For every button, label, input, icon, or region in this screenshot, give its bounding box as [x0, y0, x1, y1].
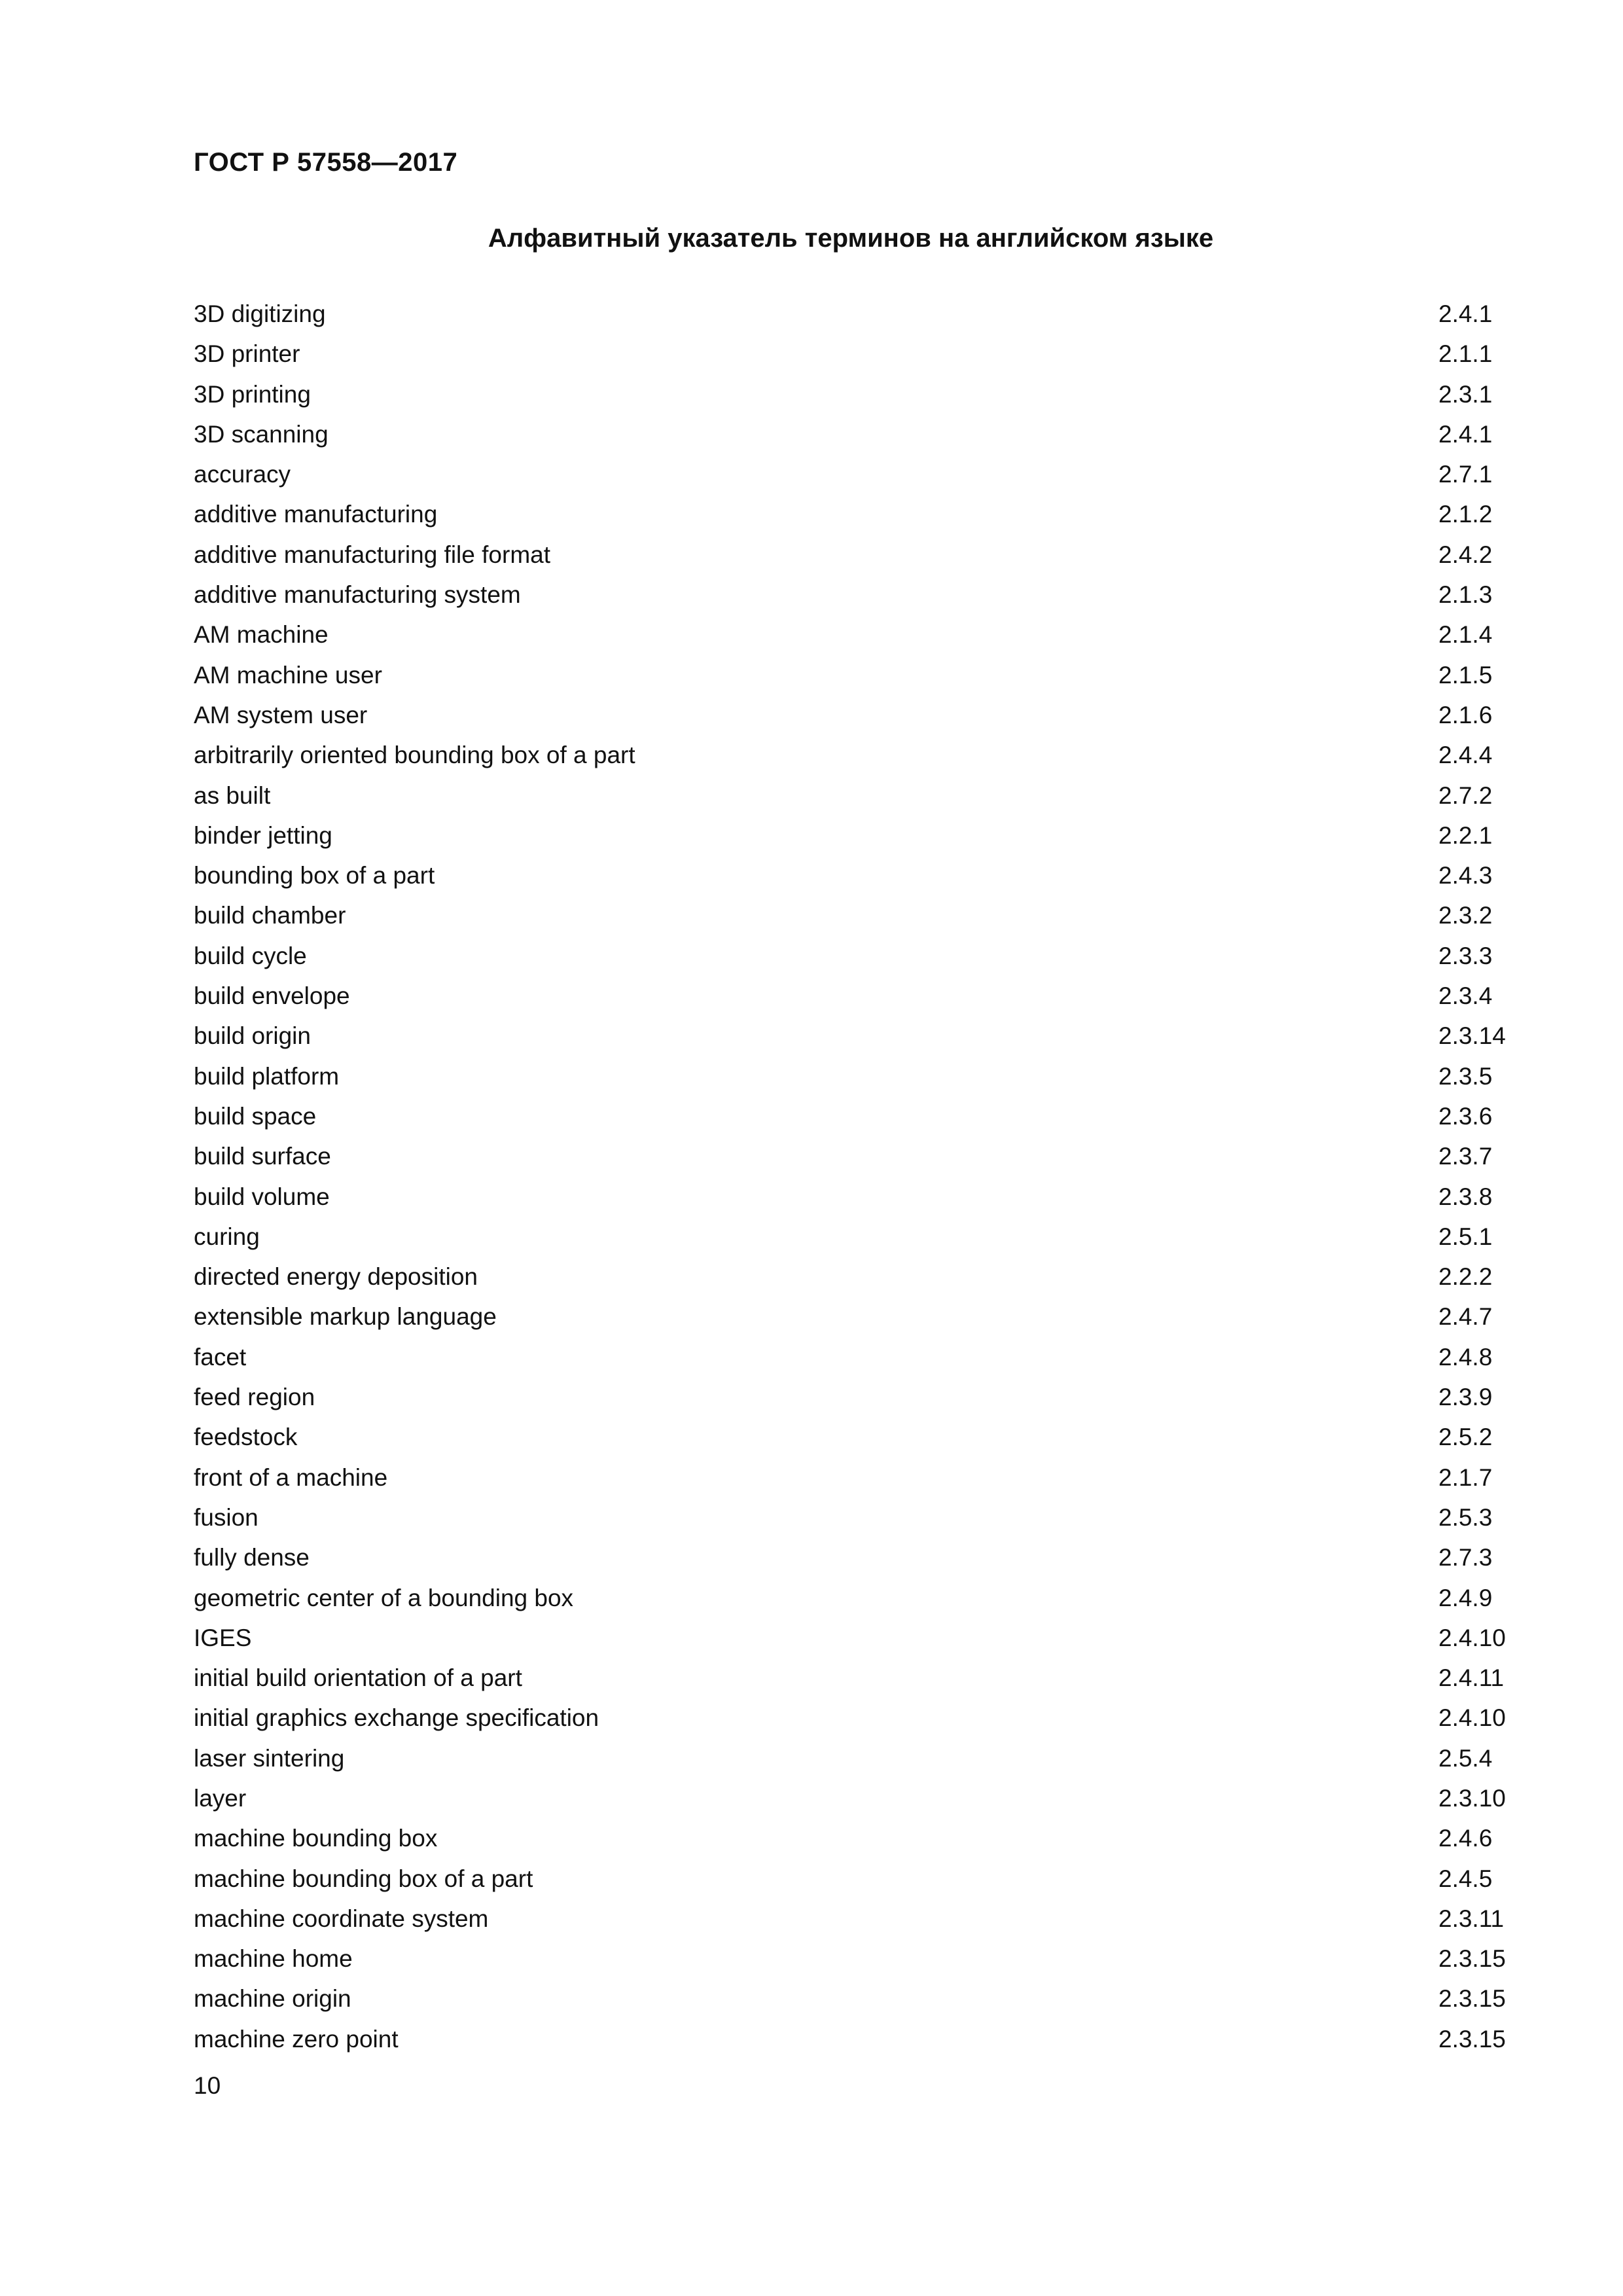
index-reference: 2.3.15: [1438, 2025, 1506, 2053]
index-term: AM system user: [194, 701, 368, 728]
index-entry: [194, 1821, 1520, 1861]
index-reference: 2.1.7: [1438, 1463, 1493, 1491]
index-term: additive manufacturing file format: [194, 541, 550, 568]
index-term: binder jetting: [194, 821, 332, 849]
index-term: initial graphics exchange specification: [194, 1704, 599, 1732]
index-entry: [194, 1862, 1520, 1902]
index-entry: [194, 1942, 1520, 1982]
index-entry: [194, 578, 1520, 618]
index-term: machine bounding box of a part: [194, 1865, 533, 1892]
index-entry: [194, 1541, 1520, 1581]
index-term: additive manufacturing: [194, 501, 438, 528]
index-reference: 2.4.3: [1438, 862, 1493, 889]
index-term: feedstock: [194, 1424, 298, 1451]
index-term: build cycle: [194, 942, 307, 969]
index-reference: 2.4.11: [1438, 1664, 1505, 1692]
index-term: curing: [194, 1223, 260, 1250]
index-term: initial build orientation of a part: [194, 1664, 522, 1692]
index-entry: [194, 1742, 1520, 1782]
index-term: accuracy: [194, 461, 291, 488]
index-reference: 2.4.7: [1438, 1303, 1493, 1331]
index-term: build envelope: [194, 982, 350, 1010]
index-entry: [194, 538, 1520, 578]
index-entry: [194, 1902, 1520, 1942]
index-entry: [194, 899, 1520, 939]
index-reference: 2.3.4: [1438, 982, 1493, 1010]
index-term: build surface: [194, 1143, 331, 1170]
index-entry: [194, 1180, 1520, 1220]
index-reference: 2.3.10: [1438, 1784, 1506, 1812]
index-term: layer: [194, 1784, 247, 1812]
index-term: machine zero point: [194, 2025, 399, 2053]
term-index-list: [194, 297, 1520, 2062]
index-reference: 2.3.5: [1438, 1062, 1493, 1090]
index-term: front of a machine: [194, 1463, 388, 1491]
index-reference: 2.7.1: [1438, 461, 1493, 488]
index-term: as built: [194, 781, 271, 809]
index-entry: [194, 618, 1520, 658]
index-term: machine bounding box: [194, 1825, 438, 1852]
index-term: 3D scanning: [194, 420, 329, 448]
index-reference: 2.4.6: [1438, 1825, 1493, 1852]
index-reference: 2.1.4: [1438, 621, 1493, 649]
index-reference: 2.3.15: [1438, 1945, 1506, 1973]
index-entry: [194, 1019, 1520, 1059]
index-entry: [194, 1782, 1520, 1821]
index-entry: [194, 337, 1520, 377]
index-term: feed region: [194, 1384, 315, 1411]
index-reference: 2.4.5: [1438, 1865, 1493, 1892]
index-entry: [194, 1420, 1520, 1460]
index-entry: [194, 1982, 1520, 2022]
index-reference: 2.4.9: [1438, 1584, 1493, 1611]
index-entry: [194, 1260, 1520, 1300]
index-reference: 2.4.1: [1438, 420, 1493, 448]
index-term: machine home: [194, 1945, 353, 1973]
index-entry: [194, 859, 1520, 899]
index-reference: 2.2.1: [1438, 821, 1493, 849]
index-entry: [194, 819, 1520, 859]
index-reference: 2.4.2: [1438, 541, 1493, 568]
index-reference: 2.3.14: [1438, 1022, 1506, 1050]
index-reference: 2.7.3: [1438, 1544, 1493, 1571]
index-term: directed energy deposition: [194, 1263, 478, 1291]
index-term: machine origin: [194, 1985, 351, 2013]
index-entry: [194, 297, 1520, 337]
index-entry: [194, 1100, 1520, 1139]
index-term: AM machine: [194, 621, 329, 649]
index-reference: 2.5.2: [1438, 1424, 1493, 1451]
index-entry: [194, 979, 1520, 1019]
index-entry: [194, 658, 1520, 698]
index-reference: 2.4.1: [1438, 300, 1493, 327]
index-entry: [194, 1501, 1520, 1541]
index-reference: 2.4.10: [1438, 1704, 1506, 1732]
index-term: build space: [194, 1102, 317, 1130]
index-entry: [194, 1621, 1520, 1661]
index-reference: 2.3.9: [1438, 1384, 1493, 1411]
index-reference: 2.3.2: [1438, 902, 1493, 929]
index-entry: [194, 1139, 1520, 1179]
index-term: 3D printing: [194, 380, 311, 408]
index-term: facet: [194, 1343, 247, 1371]
index-term: additive manufacturing system: [194, 581, 521, 609]
index-reference: 2.3.3: [1438, 942, 1493, 969]
index-entry: [194, 1461, 1520, 1501]
index-term: build chamber: [194, 902, 346, 929]
index-reference: 2.4.10: [1438, 1624, 1506, 1651]
index-reference: 2.3.8: [1438, 1183, 1493, 1210]
index-reference: 2.1.3: [1438, 581, 1493, 609]
index-entry: [194, 698, 1520, 738]
index-entry: [194, 497, 1520, 537]
index-term: bounding box of a part: [194, 862, 435, 889]
index-term: laser sintering: [194, 1744, 345, 1772]
index-term: 3D digitizing: [194, 300, 326, 327]
index-entry: [194, 2022, 1520, 2062]
index-term: 3D printer: [194, 340, 300, 368]
index-reference: 2.1.6: [1438, 701, 1493, 728]
index-term: AM machine user: [194, 661, 382, 689]
index-reference: 2.1.5: [1438, 661, 1493, 689]
index-term: build volume: [194, 1183, 330, 1210]
index-reference: 2.3.11: [1438, 1905, 1505, 1932]
index-reference: 2.1.2: [1438, 501, 1493, 528]
index-reference: 2.3.1: [1438, 380, 1493, 408]
index-entry: [194, 378, 1520, 418]
index-reference: 2.5.3: [1438, 1503, 1493, 1531]
index-reference: 2.3.7: [1438, 1143, 1493, 1170]
page-number: 10: [194, 2072, 221, 2099]
index-entry: [194, 1060, 1520, 1100]
index-reference: 2.5.1: [1438, 1223, 1493, 1250]
index-term: build origin: [194, 1022, 311, 1050]
index-reference: 2.3.15: [1438, 1985, 1506, 2013]
index-reference: 2.4.8: [1438, 1343, 1493, 1371]
index-entry: [194, 1701, 1520, 1741]
index-entry: [194, 738, 1520, 778]
index-entry: [194, 939, 1520, 979]
index-entry: [194, 418, 1520, 457]
index-entry: [194, 1581, 1520, 1621]
index-term: IGES: [194, 1624, 252, 1651]
index-entry: [194, 1661, 1520, 1701]
index-term: extensible markup language: [194, 1303, 497, 1331]
index-term: machine coordinate system: [194, 1905, 489, 1932]
index-entry: [194, 1380, 1520, 1420]
index-reference: 2.7.2: [1438, 781, 1493, 809]
document-code: ГОСТ Р 57558—2017: [194, 148, 458, 177]
index-entry: [194, 1300, 1520, 1340]
index-reference: 2.5.4: [1438, 1744, 1493, 1772]
index-term: fusion: [194, 1503, 259, 1531]
index-entry: [194, 779, 1520, 819]
index-term: build platform: [194, 1062, 340, 1090]
index-reference: 2.2.2: [1438, 1263, 1493, 1291]
index-reference: 2.1.1: [1438, 340, 1493, 368]
index-term: fully dense: [194, 1544, 310, 1571]
index-reference: 2.4.4: [1438, 742, 1493, 769]
index-reference: 2.3.6: [1438, 1102, 1493, 1130]
index-entry: [194, 1220, 1520, 1260]
index-entry: [194, 1340, 1520, 1380]
index-term: geometric center of a bounding box: [194, 1584, 574, 1611]
index-entry: [194, 457, 1520, 497]
index-title: Алфавитный указатель терминов на английском языке: [488, 224, 1214, 253]
index-term: arbitrarily oriented bounding box of a part: [194, 742, 635, 769]
